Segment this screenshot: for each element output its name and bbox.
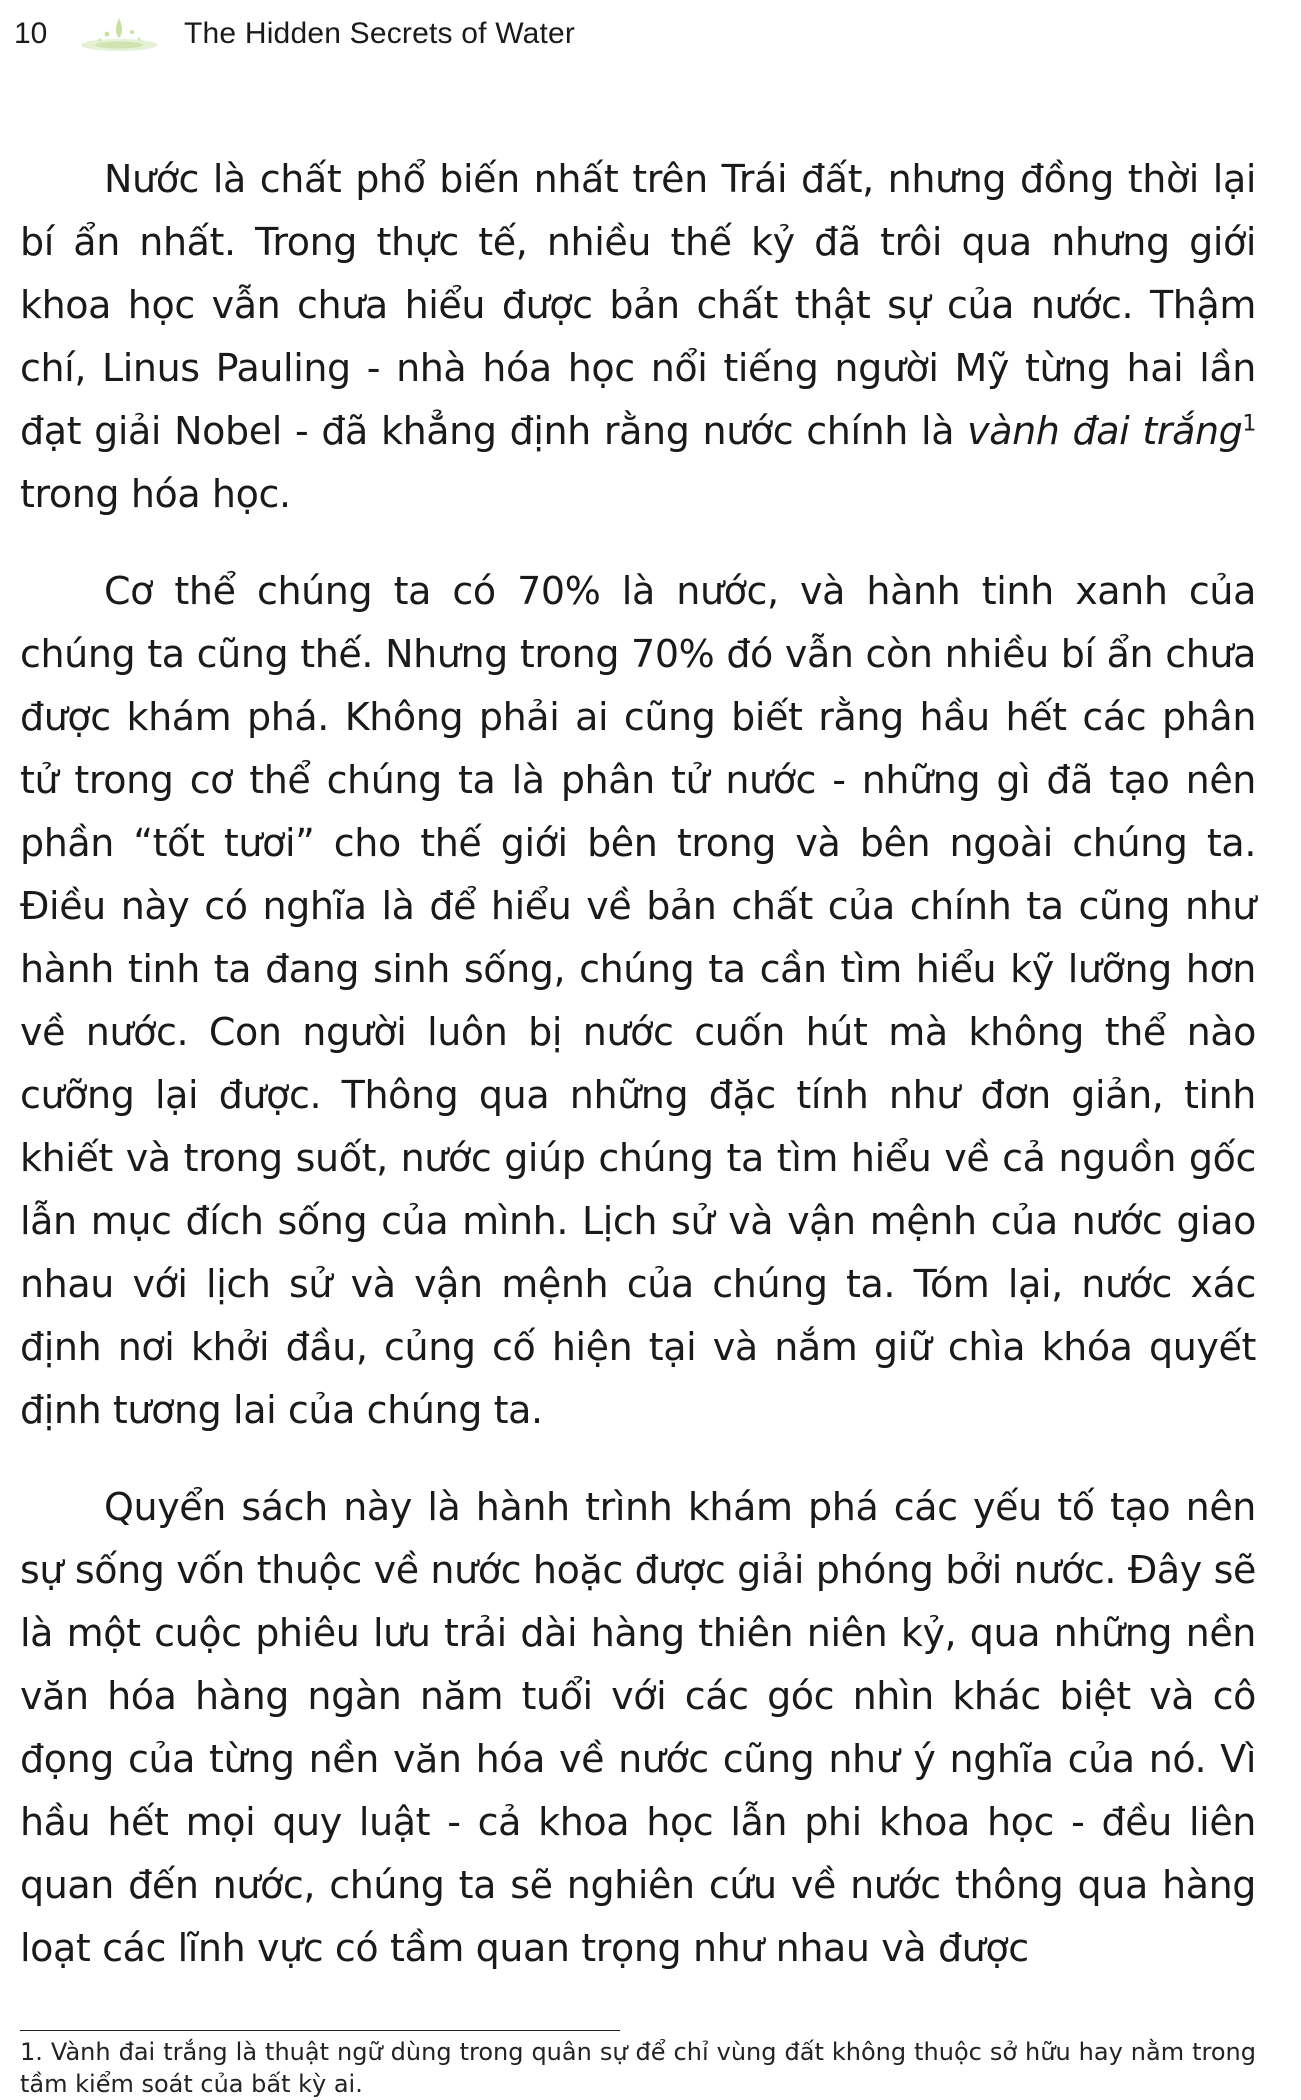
water-splash-icon — [78, 14, 160, 54]
paragraph-1-end: trong hóa học. — [20, 472, 291, 516]
page-number: 10 — [14, 17, 48, 50]
footnote-reference[interactable]: 1 — [1242, 411, 1256, 437]
footnote-divider — [20, 2030, 620, 2031]
paragraph-1 — [20, 148, 1256, 526]
paragraph-3: Quyển sách này là hành trình khám phá các yếu tố tạo nên sự sống vốn thuộc về nước hoặc được giải phóng bởi nước. Đây sẽ là một cuộc phiêu lưu trải dài hàng thiên niên kỷ, qua những nền văn hóa hàng ngàn năm tuổi với các góc nhìn khác biệt và cô đọng của từng nền văn hóa về nước cũng như ý nghĩa của nó. Vì hầu hết mọi quy luật - cả khoa học lẫn phi khoa học - đều liên quan đến nước, chúng ta sẽ nghiên cứu về nước thông qua hàng loạt các lĩnh vực có tầm quan trọng như nhau và được — [20, 1485, 1256, 1970]
paragraph-2: Cơ thể chúng ta có 70% là nước, và hành tinh xanh của chúng ta cũng thế. Nhưng trong 70% đó vẫn còn nhiều bí ẩn chưa được khám phá. Không phải ai cũng biết rằng hầu hết các phân tử trong cơ thể chúng ta là phân tử nước - những gì đã tạo nên phần “tốt tươi” cho thế giới bên trong và bên ngoài chúng ta. Điều này có nghĩa là để hiểu về bản chất của chính ta cũng như hành tinh ta đang sinh sống, chúng ta cần tìm hiểu kỹ lưỡng hơn về nước. Con người luôn bị nước cuốn hút mà không thể nào cưỡng lại được. Thông qua những đặc tính như đơn giản, tinh khiết và trong suốt, nước giúp chúng ta tìm hiểu về cả nguồn gốc lẫn mục đích sống của mình. Lịch sử và vận mệnh của nước giao nhau với lịch sử và vận mệnh của chúng ta. Tóm lại, nước xác định nơi khởi đầu, củng cố hiện tại và nắm giữ chìa khóa quyết định tương lai của chúng ta. — [20, 569, 1256, 1432]
main-text — [20, 148, 1256, 1980]
running-header — [14, 14, 575, 54]
footnote: 1. Vành đai trắng là thuật ngữ dùng trong quân sự để chỉ vùng đất không thuộc sở hữu hay nằm trong tầm kiểm soát của bất kỳ ai. — [20, 2038, 1256, 2098]
paragraph-1-text: Nước là chất phổ biến nhất trên Trái đất, nhưng đồng thời lại bí ẩn nhất. Trong thực tế, nhiều thế kỷ đã trôi qua nhưng giới khoa học vẫn chưa hiểu được bản chất thật sự của nước. Thậm chí, Linus Pauling - nhà hóa học nổi tiếng người Mỹ từng hai lần đạt giải Nobel - đã khẳng định rằng nước chính là — [20, 157, 1256, 453]
italic-term: vành đai trắng — [967, 409, 1243, 453]
book-title: The Hidden Secrets of Water — [184, 17, 576, 50]
